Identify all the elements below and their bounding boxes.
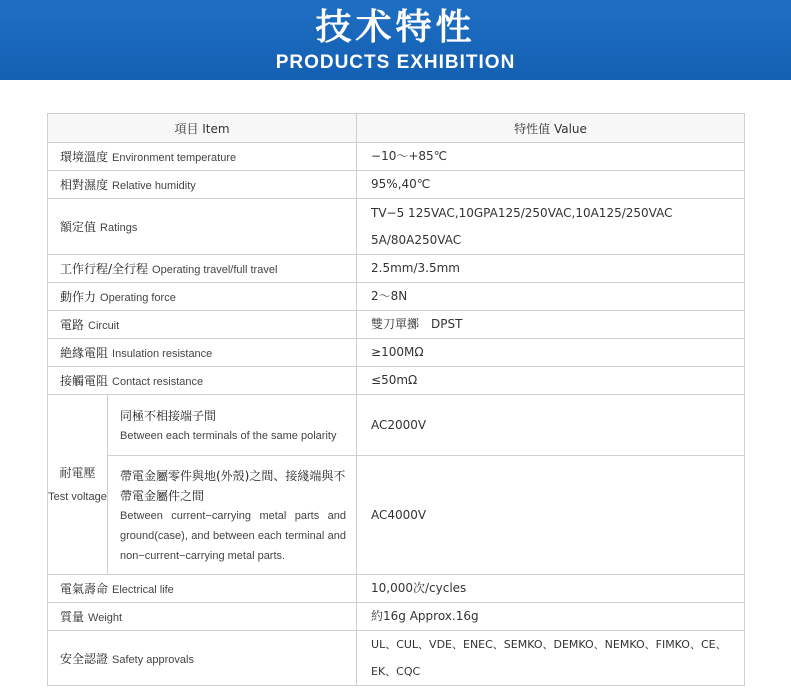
row-value: 95%,40℃ [357,171,745,199]
row-label [48,339,357,367]
table-row [48,255,745,283]
row-label [48,631,357,686]
row-label-en: Contact resistance [112,376,204,388]
row-label-zh: 額定值 [60,220,97,234]
row-label-zh: 電氣壽命 [60,582,109,596]
withstand-sub-label-zh: 同極不相接端子間 [120,409,217,423]
row-value: 雙刀單擲 DPST [357,311,745,339]
page-subtitle: PRODUCTS EXHIBITION [275,52,516,73]
table-row [48,603,745,631]
table-row [48,631,745,686]
table-header-row [48,114,745,143]
withstand-sub-label-en: Between current−carrying metal parts and ground(case), and between each terminal and non−current−carrying metal parts. [120,510,347,562]
row-label-en: Operating travel/full travel [152,264,278,276]
withstand-sub-value: AC2000V [357,395,745,456]
row-label-en: Safety approvals [112,653,194,666]
row-label-zh: 動作力 [60,290,97,304]
row-label [48,199,357,255]
row-label-zh: 絶緣電阻 [60,346,109,360]
row-label-zh: 電路 [60,318,85,332]
table-row [48,199,745,255]
row-label [48,603,357,631]
row-value: UL、CUL、VDE、ENEC、SEMKO、DEMKO、NEMKO、FIMKO、CE、EK、CQC [357,631,745,686]
row-label-en: Insulation resistance [112,348,213,360]
row-label [48,143,357,171]
table-row-withstand-2 [48,456,745,575]
row-label-zh: 接觸電阻 [60,374,109,388]
withstand-sub-label [108,456,357,575]
row-label-en: Electrical life [112,584,174,596]
row-label [48,575,357,603]
row-label-en: Ratings [100,222,138,234]
row-label-zh: 工作行程/全行程 [60,262,149,276]
header-value: 特性值 Value [357,114,745,143]
page-title: 技术特性 [315,7,476,48]
table-row [48,311,745,339]
row-value: 10,000次/cycles [357,575,745,603]
row-label-zh: 環境溫度 [60,150,109,164]
withstand-label-en: Test voltage [48,491,107,503]
row-label-zh: 安全認證 [60,651,109,666]
row-value: ≤50mΩ [357,367,745,395]
row-value: 約16g Approx.16g [357,603,745,631]
row-label [48,283,357,311]
row-label-zh: 相對濕度 [60,178,109,192]
table-row [48,575,745,603]
row-label-zh: 質量 [60,610,85,624]
row-label-en: Weight [88,612,123,624]
withstand-sub-value: AC4000V [357,456,745,575]
row-label-en: Circuit [88,320,120,332]
row-label [48,311,357,339]
row-label-en: Environment temperature [112,152,237,164]
withstand-sub-label-en: Between each terminals of the same polarity [120,430,337,442]
row-value: −10～+85℃ [357,143,745,171]
withstand-sub-label [108,395,357,456]
row-label [48,171,357,199]
row-label-en: Relative humidity [112,180,196,192]
withstand-label-zh: 耐電壓 [59,466,96,480]
table-row [48,367,745,395]
table-row [48,283,745,311]
row-value: 2～8N [357,283,745,311]
row-value: 2.5mm/3.5mm [357,255,745,283]
withstand-label [48,395,108,575]
spec-table [47,113,745,686]
row-value: ≥100MΩ [357,339,745,367]
table-row [48,171,745,199]
row-label-en: Operating force [100,292,176,304]
table-row [48,143,745,171]
row-label [48,367,357,395]
withstand-sub-label-zh: 帶電金屬零件與地(外殼)之間、接綫端與不帶電金屬件之間 [120,469,346,503]
row-value: TV−5 125VAC,10GPA125/250VAC,10A125/250VAC 5A/80A250VAC [357,199,745,255]
row-label [48,255,357,283]
table-row-withstand-1 [48,395,745,456]
table-row [48,339,745,367]
header-item: 項目 Item [48,114,357,143]
header-banner [0,0,791,80]
